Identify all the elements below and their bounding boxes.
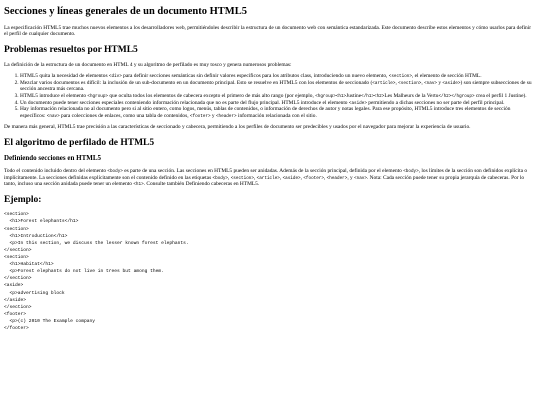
inline-code: <aside> (282, 175, 301, 181)
problems-heading: Problemas resueltos por HTML5 (4, 44, 138, 55)
example-heading: Ejemplo: (4, 194, 42, 205)
inline-code: <nav> (424, 80, 437, 86)
inline-code: <hgroup><h1> (315, 93, 347, 99)
inline-code: <aside> (442, 80, 461, 86)
inline-code: <footer> (189, 113, 211, 119)
inline-code: <article> (256, 175, 280, 181)
inline-code: </h1><h2> (361, 93, 385, 99)
example-code-block: <section> <h1>Forest elephants</h1> <section> <h1>Introduction</h1> <p>In this section, we discuss the lesser known forest elephants. </section> <section> <h1>Habitat</h1> <p>Forest elephants do not live in trees but among them. </section> <aside> <p>advertising block </aside> </section> <footer> <p>(c) 2010 The Example company </footer> (4, 212, 189, 332)
inline-code: </h2></hgroup> (438, 93, 475, 99)
algorithm-subheading: Definiendo secciones en HTML5 (4, 154, 102, 163)
problem-item: 1. HTML5 quita la necesidad de elementos <div> para definir secciones semánticas sin definir valores específicos para los atributos class, introduciendo un nuevo elemento, <section>, el elemento de sección HTML. (20, 73, 536, 80)
inline-code: <section> (398, 80, 422, 86)
inline-code: <h1> (133, 182, 144, 188)
inline-code: <body> (212, 175, 229, 181)
inline-code: <aside> (348, 100, 367, 106)
inline-code: <nav> (46, 113, 60, 119)
problems-intro: La definición de la estructura de un documento en HTML 4 y su algoritmo de perfilado es muy tosco y genera numerosos problemas: (4, 61, 292, 68)
inline-code: <nav> (354, 175, 367, 181)
algorithm-heading: El algoritmo de perfilado de HTML5 (4, 137, 155, 148)
inline-code: <body> (107, 169, 123, 175)
problem-item: 5. Hay información relacionada no al documento pero si al sitio entero, como logos, menús, tablas de contenidos, o información de derechos de autor y notas legales. Para ese propósito, HTML5 introduce tres elementos de sección específicos: <nav> para colecciones de enlaces, como una tabla de contenidos, <footer> y <header> información relacionada con el sitio. (20, 106, 536, 119)
intro-paragraph: La especificación HTML5 trae muchos nuevos elementos a los desarrolladores web, permitiéndoles describir la estructura de un documento web con semántica estandarizada. Este documento describe estos elementos y cómo usarlos para definir el perfil de cualquier documento. (4, 24, 532, 38)
inline-code: <hgroup> (87, 93, 109, 99)
problems-summary: De manera más general, HTML5 trae precisión a las características de seccionado y cabecera, permitiendo a los perfiles de documento ser predecibles y usados por el navegador para mejorar la experiencia de usuario. (4, 124, 471, 131)
inline-code: <header> (215, 113, 237, 119)
inline-code: <body> (403, 169, 419, 175)
inline-code: <div> (108, 74, 122, 80)
problem-item: 4. Un documento puede tener secciones especiales conteniendo información relacionada que no es parte del flujo principal. HTML5 introduce el elemento <aside> permitiendo a dichas secciones no ser parte del perfil principal. (20, 100, 536, 107)
problem-item: 2. Mezclar varios documentos es difícil: la inclusión de un sub-documento en un documento principal. Esto se resuelve en HTML5 con los elementos de seccionado (<article>, <section>, <nav> y <aside>) son siempre subsecciones de su sección ancestra más cercana. (20, 80, 536, 93)
page-title: Secciones y líneas generales de un documento HTML5 (4, 6, 247, 17)
inline-code: <section> (388, 74, 412, 80)
algorithm-paragraph: Todo el contenido incluido dentro del elemento <body> es parte de una sección. Las secciones en HTML5 pueden ser anidadas. Además de la sección principal, definida por el elemento <body>, los límites de la sección son definidos explícita o implícitamente. La secciones definidas explícitamente son el contenido definido en las etiquetas <body>, <section>, <article>, <aside>, <footer>, <header>, y <nav>. Nota: Cada sección puede tener su propia jerarquía de cabeceras. Por lo tanto, incluso una sección anidada puede tener un elemento <h1>. Consulte también Definiendo cabeceras en HTML5. (4, 168, 528, 188)
inline-code: <article> (372, 80, 396, 86)
problem-item: 3. HTML5 introduce el elemento <hgroup> que oculta todos los elementos de cabecera excepto el primero de más alto rango (por ejemplo, <hgroup><h1>Justine</h1><h2>Les Malheurs de la Vertu</h2></hgroup> crea el perfil 1 Justine). (20, 93, 536, 100)
problems-list (4, 73, 536, 119)
inline-code: <section> (230, 175, 254, 181)
inline-code: <header> (326, 175, 348, 181)
inline-code: <footer> (303, 175, 324, 181)
